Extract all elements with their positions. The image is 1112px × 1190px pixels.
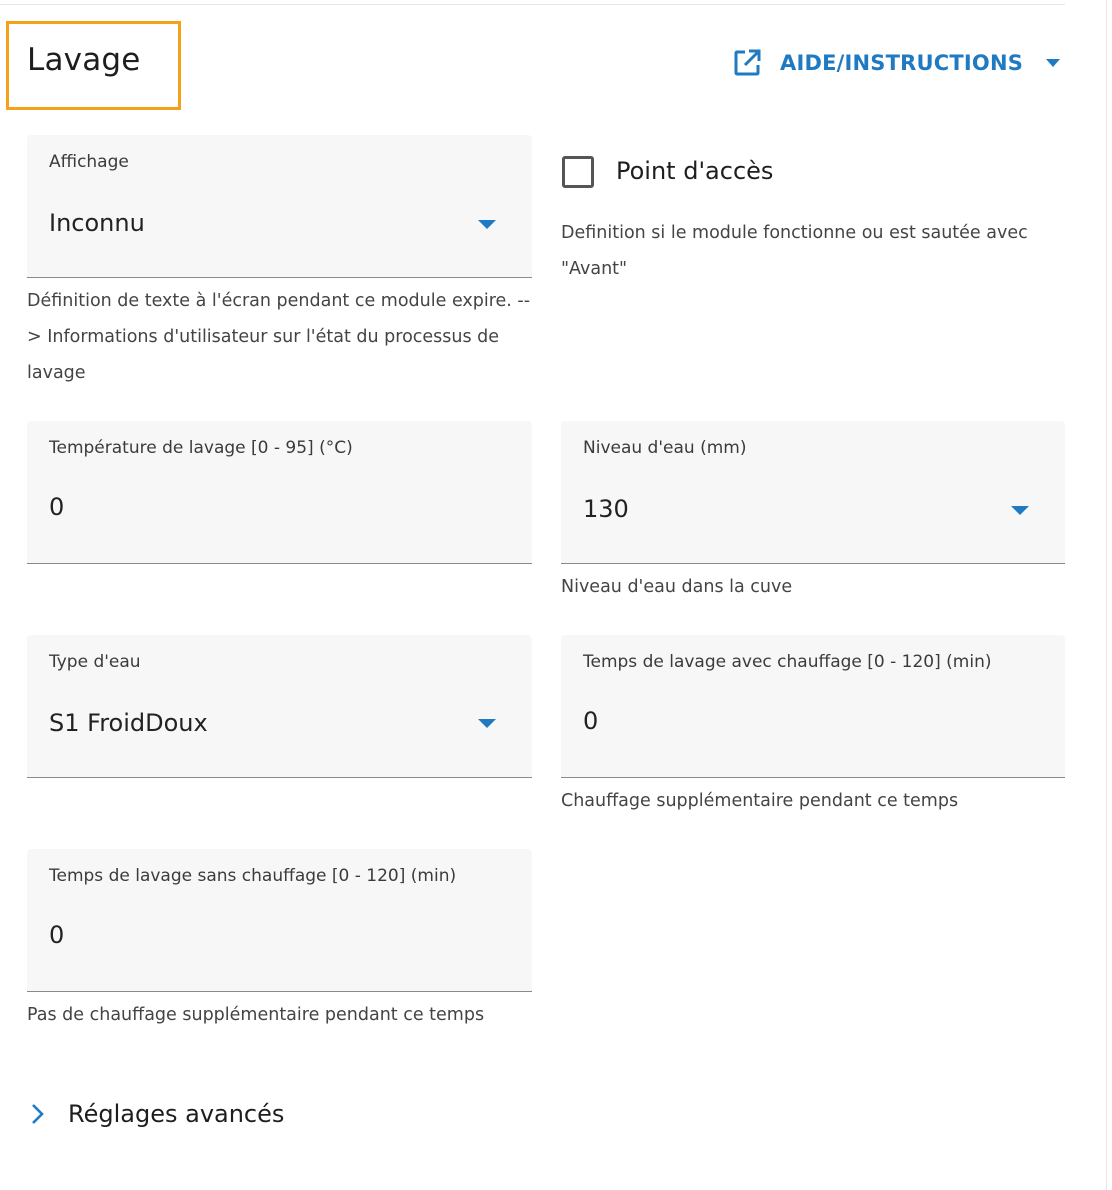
- caret-down-icon: [477, 219, 497, 230]
- type-eau-select[interactable]: [27, 635, 532, 778]
- temps-avec-chauffage-hint: Chauffage supplémentaire pendant ce temps: [561, 791, 959, 811]
- help-instructions-button[interactable]: [732, 44, 1061, 82]
- top-divider: [0, 4, 1065, 5]
- affichage-value: Inconnu: [49, 209, 145, 237]
- temps-sans-chauffage-value: 0: [49, 921, 65, 949]
- caret-down-icon[interactable]: [1045, 58, 1061, 68]
- temperature-input[interactable]: [27, 421, 532, 564]
- point-acces-checkbox[interactable]: [562, 156, 594, 188]
- page-title: Lavage: [27, 42, 141, 78]
- affichage-hint: Définition de texte à l'écran pendant ce module expire. --> Informations d'utilisateur sur l'état du processus de lavage: [27, 291, 531, 383]
- help-instructions-label: AIDE/INSTRUCTIONS: [780, 51, 1024, 75]
- point-acces-label[interactable]: Point d'accès: [616, 157, 774, 185]
- temps-avec-chauffage-input[interactable]: [561, 635, 1065, 778]
- temps-sans-chauffage-label: Temps de lavage sans chauffage [0 - 120] (min): [49, 866, 457, 886]
- temperature-label: Température de lavage [0 - 95] (°C): [49, 438, 353, 458]
- caret-down-icon: [477, 718, 497, 729]
- right-divider: [1106, 0, 1107, 1190]
- advanced-settings-toggle[interactable]: [30, 1100, 284, 1128]
- niveau-eau-select[interactable]: [561, 421, 1065, 564]
- caret-down-icon: [1010, 505, 1030, 516]
- type-eau-value: S1 FroidDoux: [49, 709, 208, 737]
- temps-avec-chauffage-label: Temps de lavage avec chauffage [0 - 120] (min): [583, 652, 992, 672]
- temperature-value: 0: [49, 493, 65, 521]
- affichage-select[interactable]: [27, 135, 532, 278]
- chevron-right-icon: [30, 1101, 46, 1127]
- temps-avec-chauffage-value: 0: [583, 707, 599, 735]
- advanced-settings-label: Réglages avancés: [68, 1100, 285, 1128]
- niveau-eau-value: 130: [583, 495, 629, 523]
- type-eau-label: Type d'eau: [49, 652, 141, 672]
- point-acces-hint: Definition si le module fonctionne ou est sautée avec "Avant": [561, 223, 1028, 279]
- affichage-label: Affichage: [49, 152, 129, 172]
- temps-sans-chauffage-input[interactable]: [27, 849, 532, 992]
- niveau-eau-label: Niveau d'eau (mm): [583, 438, 747, 458]
- niveau-eau-hint: Niveau d'eau dans la cuve: [561, 577, 793, 597]
- temps-sans-chauffage-hint: Pas de chauffage supplémentaire pendant ce temps: [27, 1005, 485, 1025]
- external-link-icon: [732, 48, 762, 78]
